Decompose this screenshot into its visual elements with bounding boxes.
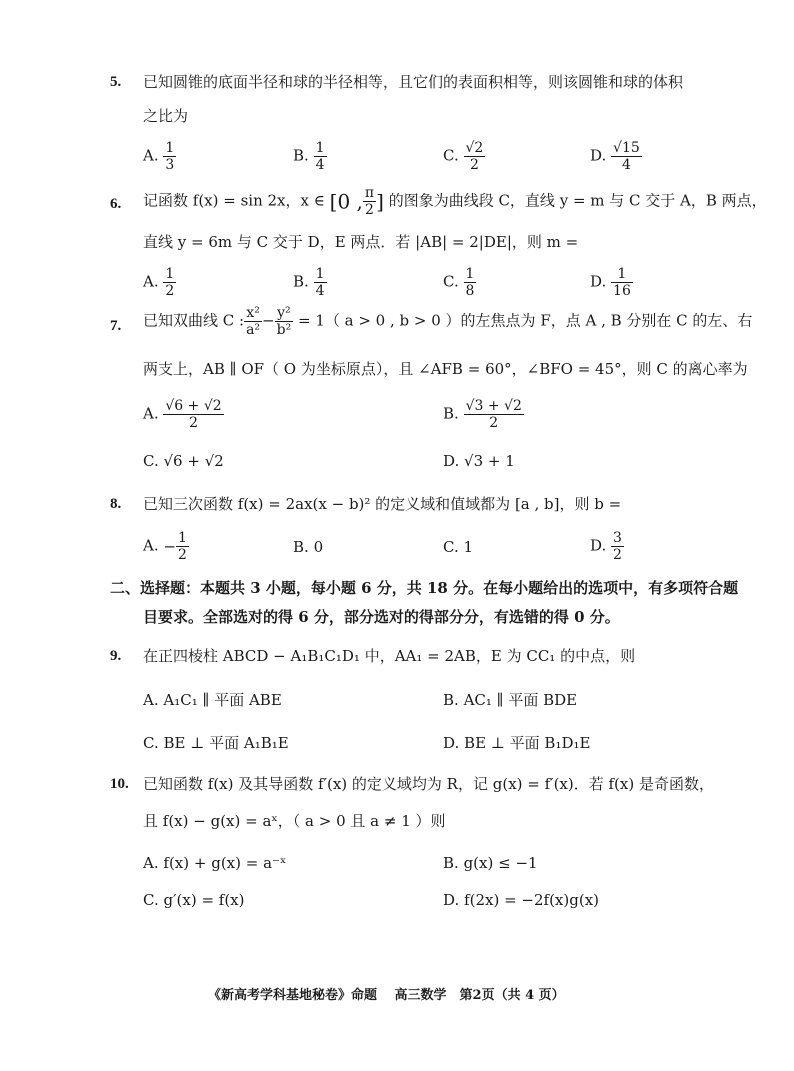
option-b: B. g(x) ≤ −1 <box>443 854 538 872</box>
question-text: 已知函数 f(x) 及其导函数 f′(x) 的定义域均为 R，记 g(x) = f′(x)．若 f(x) 是奇函数， <box>143 775 714 793</box>
fraction: $\frac{1}{8}$ <box>465 266 475 299</box>
option-c: C. g′(x) = f(x) <box>143 891 245 909</box>
question-text: 记函数 f(x) = sin 2x，x ∈ [0 , $\frac{\pi}{2}$ ] 的图象为曲线段 C，直线 y = m 与 C 交于 A，B 两点， <box>143 185 767 218</box>
question-number: 10. <box>110 776 129 792</box>
option-a: A. f(x) + g(x) = a⁻ˣ <box>143 854 287 872</box>
fraction: $\frac{3}{2}$ <box>613 530 622 563</box>
option-d: D. BE ⊥ 平面 B₁D₁E <box>443 734 591 752</box>
option-d: D. √3 + 1 <box>443 452 515 470</box>
fraction: $\frac{√15}{4}$ <box>613 140 640 173</box>
question-text: 已知三次函数 f(x) = 2ax(x − b)² 的定义域和值域都为 [a , b]，则 b = <box>143 495 622 513</box>
fraction: $\frac{1}{2}$ <box>165 266 175 299</box>
option-a: A. − $\frac{1}{2}$ <box>143 530 187 563</box>
question-number: 9. <box>110 648 122 664</box>
fraction: $\frac{1}{4}$ <box>315 266 325 299</box>
option-a: A. $\frac{1}{3}$ <box>143 140 175 173</box>
option-c: C. $\frac{1}{8}$ <box>443 266 475 299</box>
question-number: 7. <box>110 318 122 334</box>
option-c: C. 1 <box>443 538 474 556</box>
option-d: D. $\frac{3}{2}$ <box>590 530 622 563</box>
question-number: 5. <box>110 74 122 90</box>
option-b: B. AC₁ ∥ 平面 BDE <box>443 691 578 709</box>
option-d: D. $\frac{√15}{4}$ <box>590 140 640 173</box>
fraction: $\frac{1}{2}$ <box>177 530 187 563</box>
option-b: B. $\frac{√3 + √2}{2}$ <box>443 398 522 431</box>
option-c: C. BE ⊥ 平面 A₁B₁E <box>143 734 289 752</box>
question-text: 两支上，AB ∥ OF（ O 为坐标原点），且 ∠AFB = 60°，∠BFO = 45°，则 C 的离心率为 <box>143 360 748 378</box>
option-d: D. $\frac{1}{16}$ <box>590 266 631 299</box>
option-a: A. A₁C₁ ∥ 平面 ABE <box>143 691 282 709</box>
fraction: $\frac{1}{3}$ <box>165 140 175 173</box>
question-text: 已知圆锥的底面半径和球的半径相等，且它们的表面积相等，则该圆锥和球的体积 <box>143 73 684 91</box>
fraction: $\frac{√6 + √2}{2}$ <box>165 398 222 431</box>
exam-page: 5. 已知圆锥的底面半径和球的半径相等，且它们的表面积相等，则该圆锥和球的体积 之比为 A. $\frac{1}{3}$ B. $\frac{1}{4}$ C. $\frac{√2}{2}$ D. $\frac{√15}{4}$ 6. 记函数 f(x) = sin 2x，x ∈ [0 , $\frac{\pi}{2}$ ] 的图象为曲线段 C，直线 y = m 与 C 交于 A，B 两点， 直线 y = 6m 与 C 交于 D，E 两点．若 |AB| = 2|DE|，则 m = A. $\frac{1}{2}$ B. $\frac{1}{4}$ C. $\frac{1}{8}$ D. $\frac{1}{16}$ 7. 已知双曲线 C : $\frac{\text{x²}}{\text{a²}}$ − $\frac{\text{y²}}{\text{b²}}$ = 1（ a > 0 , b > 0 ）的左焦点为 F，点 A , B 分别在 C 的左、右 两支上，AB ∥ OF（ O 为坐标原点），且 ∠AFB = 60°，∠BFO = 45°，则 C 的离心率为 A. $\frac{√6 + √2}{2}$ B. $\frac{√3 + √2}{2}$ C. √6 + √2 D. √3 + 1 8. 已知三次函数 f(x) = 2ax(x − b)² 的定义域和值域都为 [a , b]，则 b = A. − $\frac{1}{2}$ B. 0 C. 1 D. $\frac{3}{2}$ 二、选择题：本题共 3 小题，每小题 6 分，共 18 分。在每小题给出的选项中，有多项符合题 目要求。全部选对的得 6 分，部分选对的得部分分，有选错的得 0 分。 9. 在正四棱柱 ABCD − A₁B₁C₁D₁ 中，AA₁ = 2AB，E 为 CC₁ 的中点，则 A. A₁C₁ ∥ 平面 ABE B. AC₁ ∥ 平面 BDE C. BE ⊥ 平面 A₁B₁E D. BE ⊥ 平面 B₁D₁E 10. 已知函数 f(x) 及其导函数 f′(x) 的定义域均为 R，记 g(x) = f′(x)．若 f(x) 是奇函数， 且 f(x) − g(x) = aˣ，（ a > 0 且 a ≠ 1 ）则 A. f(x) + g(x) = a⁻ˣ B. g(x) ≤ −1 C. g′(x) = f(x) D. f(2x) = −2f(x)g(x) 《新高考学科基地秘卷》命题 高三数学 第2页（共 4 页） <box>110 73 767 1003</box>
fraction: $\frac{1}{4}$ <box>315 140 325 173</box>
question-text: 且 f(x) − g(x) = aˣ，（ a > 0 且 a ≠ 1 ）则 <box>143 812 446 830</box>
question-text: 已知双曲线 C : $\frac{\text{x²}}{\text{a²}}$ − $\frac{\text{y²}}{\text{b²}}$ = 1（ a > 0 , b > 0 ）的左焦点为 F，点 A , B 分别在 C 的左、右 <box>143 305 753 338</box>
page-footer: 《新高考学科基地秘卷》命题 高三数学 第2页（共 4 页） <box>208 988 565 1003</box>
question-text: 在正四棱柱 ABCD − A₁B₁C₁D₁ 中，AA₁ = 2AB，E 为 CC₁ 的中点，则 <box>143 647 636 665</box>
option-b: B. $\frac{1}{4}$ <box>293 140 325 173</box>
question-number: 8. <box>110 496 122 512</box>
option-c: C. √6 + √2 <box>143 452 224 470</box>
option-c: C. $\frac{√2}{2}$ <box>443 140 484 173</box>
option-a: A. $\frac{√6 + √2}{2}$ <box>143 398 222 431</box>
fraction: $\frac{√3 + √2}{2}$ <box>465 398 522 431</box>
option-a: A. $\frac{1}{2}$ <box>143 266 175 299</box>
fraction: $\frac{1}{16}$ <box>613 266 631 299</box>
question-text: 之比为 <box>143 107 189 125</box>
option-b: B. $\frac{1}{4}$ <box>293 266 325 299</box>
fraction: $\frac{√2}{2}$ <box>465 140 484 173</box>
option-b: B. 0 <box>293 538 324 556</box>
option-d: D. f(2x) = −2f(x)g(x) <box>443 891 600 909</box>
question-text: 直线 y = 6m 与 C 交于 D，E 两点．若 |AB| = 2|DE|，则 m = <box>143 233 579 251</box>
question-number: 6. <box>110 196 122 212</box>
